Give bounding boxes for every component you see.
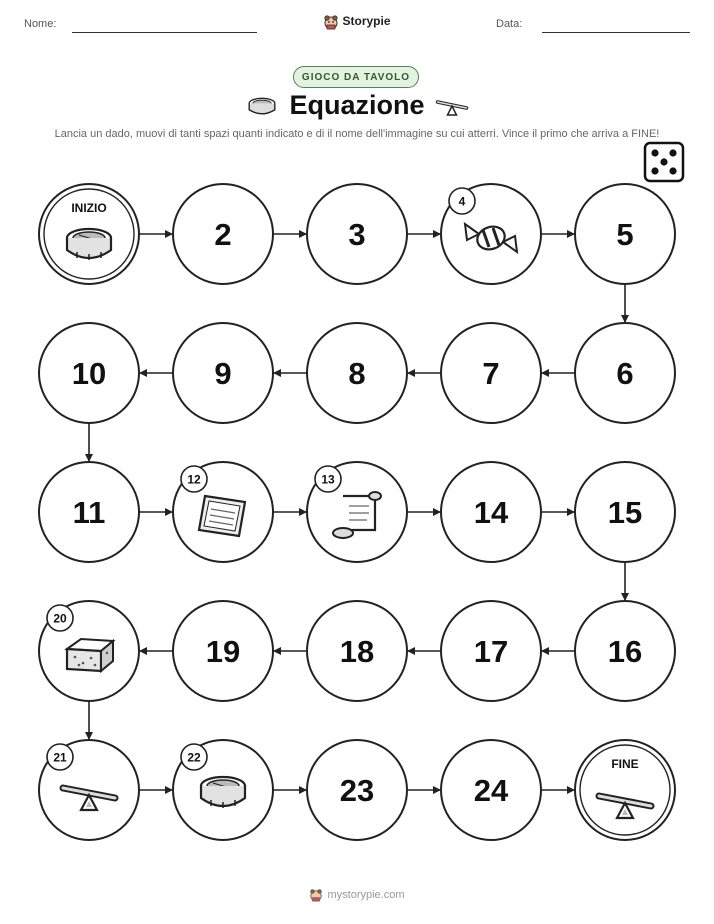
board-space-7 <box>441 323 541 423</box>
storypie-logo-icon <box>309 888 323 902</box>
space-number: 7 <box>482 356 500 391</box>
dice-icon <box>645 143 683 181</box>
board-space-21 <box>39 740 139 840</box>
board-space-12 <box>173 462 273 562</box>
board-space-2 <box>173 184 273 284</box>
space-number: 4 <box>458 194 466 209</box>
board-space-24 <box>441 740 541 840</box>
space-number: 5 <box>616 217 634 252</box>
board-space-4 <box>441 184 541 284</box>
board-space-6 <box>575 323 675 423</box>
start-label: INIZIO <box>71 201 107 215</box>
sponge-icon <box>67 639 113 671</box>
board-space-15 <box>575 462 675 562</box>
space-number: 16 <box>607 634 643 669</box>
space-number: 11 <box>72 495 106 530</box>
space-number: 18 <box>339 634 375 669</box>
board-space-11 <box>39 462 139 562</box>
space-number: 13 <box>321 472 335 487</box>
space-number: 9 <box>214 356 232 391</box>
space-number: 24 <box>473 773 509 808</box>
space-number: 10 <box>71 356 107 391</box>
category-badge: GIOCO DA TAVOLO <box>293 66 419 88</box>
board-space-10 <box>39 323 139 423</box>
end-label: FINE <box>611 757 639 771</box>
brand-name: Storypie <box>342 14 391 29</box>
space-number: 14 <box>473 495 509 530</box>
space-number: 6 <box>616 356 634 391</box>
space-number: 21 <box>53 750 67 765</box>
board-space-5 <box>575 184 675 284</box>
footer-url: mystorypie.com <box>327 888 405 901</box>
space-number: 3 <box>348 217 366 252</box>
board-space-13 <box>307 462 407 562</box>
space-number: 15 <box>607 495 643 530</box>
board-space-3 <box>307 184 407 284</box>
board-space-25 <box>575 740 675 840</box>
board-space-19 <box>173 601 273 701</box>
name-label: Nome: <box>24 18 57 30</box>
board-space-20 <box>39 601 139 701</box>
instructions: Lancia un dado, muovi di tanti spazi quanti indicato e di il nome dell'immagine su cui atterri. Vince il primo che arriva a FINE! <box>54 128 660 140</box>
date-label: Data: <box>496 18 523 30</box>
space-number: 12 <box>187 472 201 487</box>
space-circle <box>575 740 675 840</box>
space-number: 19 <box>205 634 241 669</box>
space-number: 2 <box>214 217 232 252</box>
board-space-9 <box>173 323 273 423</box>
board-space-18 <box>307 601 407 701</box>
space-number: 20 <box>53 611 67 626</box>
board-space-1 <box>39 184 139 284</box>
space-number: 22 <box>187 750 201 765</box>
space-number: 8 <box>348 356 366 391</box>
board-space-22 <box>173 740 273 840</box>
board-space-8 <box>307 323 407 423</box>
board-space-14 <box>441 462 541 562</box>
footer <box>0 888 714 902</box>
space-number: 17 <box>473 634 509 669</box>
page-title: Equazione <box>289 90 425 120</box>
space-number: 23 <box>339 773 375 808</box>
board-space-23 <box>307 740 407 840</box>
tablet-icon <box>199 496 245 536</box>
board-space-17 <box>441 601 541 701</box>
board-space-16 <box>575 601 675 701</box>
